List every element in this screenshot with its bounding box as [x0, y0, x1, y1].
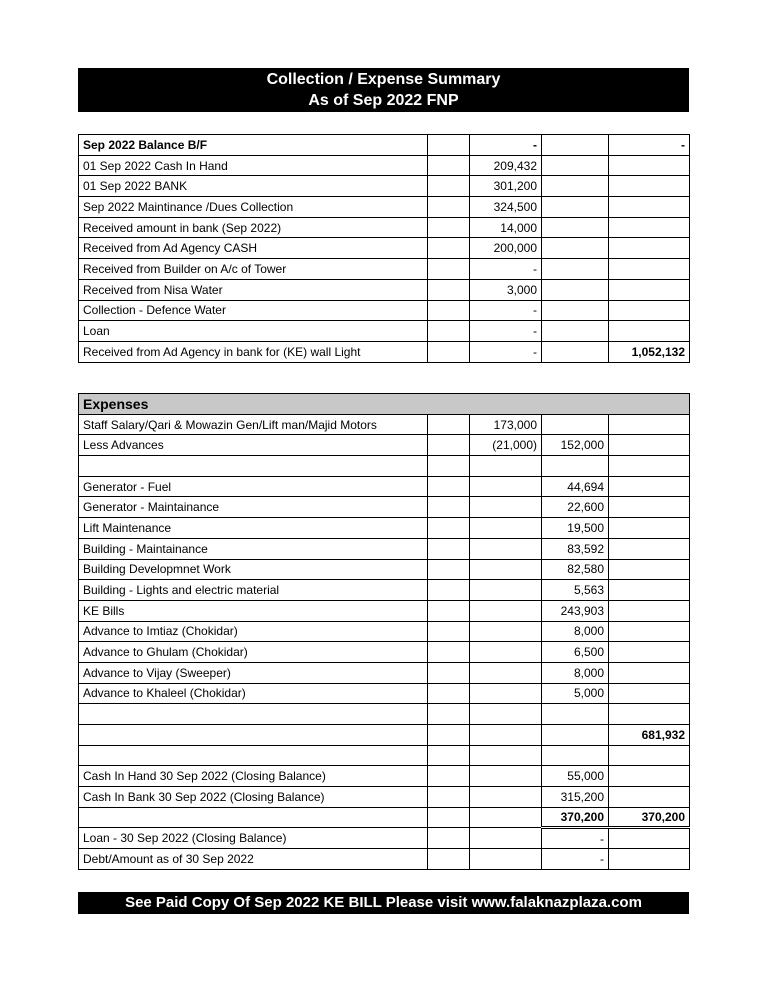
cell-col2 — [428, 683, 470, 704]
table-row — [79, 238, 690, 259]
table-row — [79, 259, 690, 280]
cell-col2 — [428, 766, 470, 787]
row-label: Loan - 30 Sep 2022 (Closing Balance) — [79, 828, 428, 849]
table-row — [79, 497, 690, 518]
expenses-header: Expenses — [79, 394, 690, 415]
table-row — [79, 217, 690, 238]
cell-col3: (21,000) — [470, 435, 542, 456]
row-label: Building - Lights and electric material — [79, 580, 428, 601]
cell-col5 — [609, 476, 690, 497]
cell-col2 — [428, 155, 470, 176]
cell-col3 — [470, 787, 542, 808]
cell-col2 — [428, 787, 470, 808]
cell-col4 — [542, 745, 609, 766]
row-label: Advance to Imtiaz (Chokidar) — [79, 621, 428, 642]
cell-col2 — [428, 435, 470, 456]
cell-col5: 681,932 — [609, 725, 690, 746]
cell-col3 — [470, 518, 542, 539]
cell-col4 — [542, 176, 609, 197]
row-label: Received from Ad Agency in bank for (KE) wall Light — [79, 341, 428, 362]
cell-col4 — [542, 300, 609, 321]
cell-col3 — [470, 642, 542, 663]
table-row — [79, 849, 690, 870]
cell-col5 — [609, 155, 690, 176]
cell-col5 — [609, 828, 690, 849]
cell-col4: 243,903 — [542, 600, 609, 621]
row-label: Building Developmnet Work — [79, 559, 428, 580]
row-label: Advance to Khaleel (Chokidar) — [79, 683, 428, 704]
cell-col3: - — [470, 321, 542, 342]
cell-col5 — [609, 538, 690, 559]
cell-col4: 8,000 — [542, 621, 609, 642]
cell-col3 — [470, 807, 542, 828]
table-row — [79, 621, 690, 642]
table-row — [79, 683, 690, 704]
table-row — [79, 341, 690, 362]
table-row — [79, 745, 690, 766]
cell-col5 — [609, 704, 690, 725]
table-row — [79, 476, 690, 497]
cell-col5 — [609, 321, 690, 342]
cell-col5 — [609, 238, 690, 259]
table-row — [79, 600, 690, 621]
cell-col5 — [609, 621, 690, 642]
cell-col4 — [542, 321, 609, 342]
cell-col4: 315,200 — [542, 787, 609, 808]
cell-col4 — [542, 259, 609, 280]
row-label — [79, 704, 428, 725]
cell-col4: 82,580 — [542, 559, 609, 580]
cell-col4 — [542, 341, 609, 362]
cell-col4: 83,592 — [542, 538, 609, 559]
table-row — [79, 642, 690, 663]
cell-col5 — [609, 580, 690, 601]
table-row — [79, 538, 690, 559]
cell-col2 — [428, 849, 470, 870]
expenses-header-row — [79, 394, 690, 415]
footer-notice: See Paid Copy Of Sep 2022 KE BILL Please visit www.falaknazplaza.com — [78, 892, 689, 914]
row-label: KE Bills — [79, 600, 428, 621]
cell-col5 — [609, 745, 690, 766]
table-row — [79, 828, 690, 849]
table-row — [79, 766, 690, 787]
cell-col5 — [609, 197, 690, 218]
table-row — [79, 704, 690, 725]
cell-col3 — [470, 538, 542, 559]
cell-col3: 173,000 — [470, 414, 542, 435]
cell-col5 — [609, 414, 690, 435]
cell-col5 — [609, 259, 690, 280]
cell-col4 — [542, 217, 609, 238]
cell-col4 — [542, 197, 609, 218]
cell-col2 — [428, 725, 470, 746]
row-label: 01 Sep 2022 Cash In Hand — [79, 155, 428, 176]
table-row — [79, 197, 690, 218]
cell-col5 — [609, 435, 690, 456]
table-row — [79, 725, 690, 746]
table-row — [79, 518, 690, 539]
cell-col4: 22,600 — [542, 497, 609, 518]
cell-col2 — [428, 300, 470, 321]
cell-col3 — [470, 662, 542, 683]
cell-col3 — [470, 745, 542, 766]
table-row — [79, 435, 690, 456]
cell-col5 — [609, 683, 690, 704]
cell-col3 — [470, 580, 542, 601]
cell-col2 — [428, 704, 470, 725]
expenses-table — [78, 393, 690, 870]
cell-col5 — [609, 559, 690, 580]
cell-col2 — [428, 538, 470, 559]
cell-col4: 5,000 — [542, 683, 609, 704]
row-label: Collection - Defence Water — [79, 300, 428, 321]
cell-col3: 3,000 — [470, 279, 542, 300]
cell-col3 — [470, 456, 542, 477]
row-label: Staff Salary/Qari & Mowazin Gen/Lift man/Majid Motors — [79, 414, 428, 435]
row-label — [79, 725, 428, 746]
row-label: Debt/Amount as of 30 Sep 2022 — [79, 849, 428, 870]
cell-col3: - — [470, 341, 542, 362]
row-label: Sep 2022 Balance B/F — [79, 135, 428, 156]
cell-col2 — [428, 807, 470, 828]
cell-col5 — [609, 217, 690, 238]
cell-col2 — [428, 828, 470, 849]
row-label: Building - Maintainance — [79, 538, 428, 559]
table-row — [79, 176, 690, 197]
cell-col4 — [542, 135, 609, 156]
row-label: Cash In Hand 30 Sep 2022 (Closing Balance) — [79, 766, 428, 787]
cell-col5 — [609, 662, 690, 683]
cell-col2 — [428, 600, 470, 621]
cell-col5 — [609, 279, 690, 300]
cell-col2 — [428, 259, 470, 280]
cell-col5: 1,052,132 — [609, 341, 690, 362]
cell-col5: - — [609, 135, 690, 156]
collection-table — [78, 134, 690, 363]
cell-col3 — [470, 621, 542, 642]
row-label: Advance to Ghulam (Chokidar) — [79, 642, 428, 663]
cell-col2 — [428, 518, 470, 539]
row-label — [79, 807, 428, 828]
cell-col3 — [470, 849, 542, 870]
cell-col3: 209,432 — [470, 155, 542, 176]
row-label: Received from Builder on A/c of Tower — [79, 259, 428, 280]
cell-col3 — [470, 600, 542, 621]
cell-col2 — [428, 414, 470, 435]
row-label: Generator - Fuel — [79, 476, 428, 497]
cell-col2 — [428, 238, 470, 259]
row-label: Received amount in bank (Sep 2022) — [79, 217, 428, 238]
cell-col5 — [609, 497, 690, 518]
table-row — [79, 807, 690, 828]
cell-col4 — [542, 155, 609, 176]
table-row — [79, 300, 690, 321]
cell-col2 — [428, 279, 470, 300]
cell-col2 — [428, 559, 470, 580]
cell-col4: 6,500 — [542, 642, 609, 663]
cell-col3 — [470, 766, 542, 787]
cell-col4: - — [542, 828, 609, 849]
cell-col3: 14,000 — [470, 217, 542, 238]
cell-col5 — [609, 176, 690, 197]
table-row — [79, 662, 690, 683]
row-label: Advance to Vijay (Sweeper) — [79, 662, 428, 683]
cell-col2 — [428, 476, 470, 497]
table-row — [79, 135, 690, 156]
cell-col4 — [542, 704, 609, 725]
cell-col3 — [470, 725, 542, 746]
table-row — [79, 559, 690, 580]
row-label: Received from Nisa Water — [79, 279, 428, 300]
cell-col2 — [428, 135, 470, 156]
row-label: Lift Maintenance — [79, 518, 428, 539]
cell-col4: 19,500 — [542, 518, 609, 539]
cell-col4: 55,000 — [542, 766, 609, 787]
cell-col4: - — [542, 849, 609, 870]
cell-col5 — [609, 849, 690, 870]
cell-col2 — [428, 456, 470, 477]
cell-col3: 200,000 — [470, 238, 542, 259]
table-row — [79, 279, 690, 300]
cell-col2 — [428, 662, 470, 683]
cell-col3 — [470, 476, 542, 497]
table-row — [79, 456, 690, 477]
cell-col4 — [542, 279, 609, 300]
row-label: Generator - Maintainance — [79, 497, 428, 518]
cell-col3: - — [470, 259, 542, 280]
report-title-banner — [78, 68, 689, 112]
cell-col5 — [609, 300, 690, 321]
row-label — [79, 456, 428, 477]
table-row — [79, 414, 690, 435]
cell-col2 — [428, 341, 470, 362]
cell-col4 — [542, 725, 609, 746]
report-subtitle: As of Sep 2022 FNP — [308, 92, 459, 109]
cell-col3 — [470, 683, 542, 704]
cell-col5 — [609, 518, 690, 539]
cell-col3: - — [470, 300, 542, 321]
cell-col3: - — [470, 135, 542, 156]
cell-col5 — [609, 642, 690, 663]
cell-col4: 44,694 — [542, 476, 609, 497]
cell-col2 — [428, 642, 470, 663]
cell-col4 — [542, 456, 609, 477]
cell-col3: 324,500 — [470, 197, 542, 218]
cell-col2 — [428, 197, 470, 218]
table-row — [79, 580, 690, 601]
table-row — [79, 787, 690, 808]
cell-col3 — [470, 704, 542, 725]
cell-col2 — [428, 217, 470, 238]
row-label: Loan — [79, 321, 428, 342]
cell-col4 — [542, 238, 609, 259]
cell-col4: 8,000 — [542, 662, 609, 683]
cell-col3 — [470, 559, 542, 580]
row-label: Cash In Bank 30 Sep 2022 (Closing Balance) — [79, 787, 428, 808]
table-row — [79, 155, 690, 176]
cell-col2 — [428, 497, 470, 518]
cell-col5 — [609, 787, 690, 808]
cell-col5 — [609, 600, 690, 621]
row-label: Received from Ad Agency CASH — [79, 238, 428, 259]
cell-col2 — [428, 745, 470, 766]
cell-col3: 301,200 — [470, 176, 542, 197]
row-label: Less Advances — [79, 435, 428, 456]
row-label — [79, 745, 428, 766]
cell-col5 — [609, 766, 690, 787]
cell-col2 — [428, 621, 470, 642]
cell-col2 — [428, 580, 470, 601]
cell-col3 — [470, 828, 542, 849]
table-row — [79, 321, 690, 342]
row-label: Sep 2022 Maintinance /Dues Collection — [79, 197, 428, 218]
cell-col4: 5,563 — [542, 580, 609, 601]
cell-col2 — [428, 176, 470, 197]
cell-col4: 152,000 — [542, 435, 609, 456]
cell-col5 — [609, 456, 690, 477]
cell-col5: 370,200 — [609, 807, 690, 828]
cell-col3 — [470, 497, 542, 518]
cell-col4 — [542, 414, 609, 435]
row-label: 01 Sep 2022 BANK — [79, 176, 428, 197]
report-title: Collection / Expense Summary — [266, 71, 501, 88]
cell-col4: 370,200 — [542, 807, 609, 828]
cell-col2 — [428, 321, 470, 342]
